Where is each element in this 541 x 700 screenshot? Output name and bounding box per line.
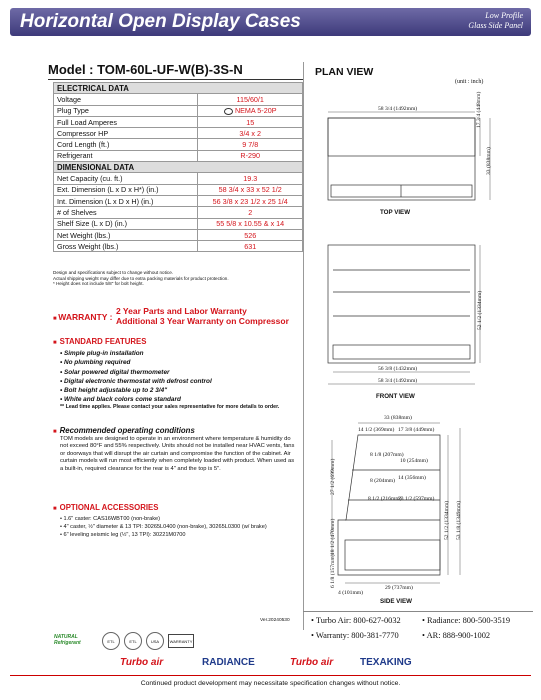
spec-value: 19.3	[198, 173, 303, 184]
radiance-phone: • Radiance: 800-500-3519	[422, 616, 511, 625]
page-title: Horizontal Open Display Cases	[20, 11, 301, 32]
spec-label: Shelf Size (L x D) (in.)	[54, 218, 198, 229]
ar-phone: • AR: 888-900-1002	[422, 631, 491, 640]
side-i-dim: 27 1/2 (699mm)	[330, 458, 336, 495]
spec-value: R-290	[198, 150, 303, 161]
spec-label: Net Capacity (cu. ft.)	[54, 173, 198, 184]
side-d-dim: 10 (254mm)	[400, 458, 428, 464]
list-item: • Simple plug-in installation	[60, 350, 144, 357]
spec-value: 526	[198, 229, 303, 240]
electrical-heading: ELECTRICAL DATA	[54, 83, 303, 94]
front-width-dim: 58 3/4 (1492mm)	[378, 378, 418, 384]
standard-features-heading: ■ STANDARD FEATURES	[53, 337, 147, 346]
front-inner-width-dim: 56 3/8 (1432mm)	[378, 366, 418, 372]
optional-heading-text: OPTIONAL ACCESSORIES	[59, 503, 159, 512]
side-e-dim: 8 (204mm)	[370, 478, 396, 484]
turbo-air-logo: Turbo air	[120, 657, 164, 668]
spec-label: # of Shelves	[54, 207, 198, 218]
spec-label: Plug Type	[54, 105, 198, 116]
side-c-dim: 8 1/8 (207mm)	[370, 452, 404, 458]
spec-label: Refrigerant	[54, 150, 198, 161]
side-k-dim: 6 1/8 (157mm)	[330, 554, 336, 588]
list-item: • White and black colors come standard	[60, 396, 181, 404]
side-a-dim: 14 1/2 (369mm)	[358, 427, 395, 433]
spec-value: 55 5/8 x 10.55 & x 14	[198, 218, 303, 229]
side-o-dim: 53 1/8 (1349mm)	[456, 500, 462, 540]
side-b-dim: 17 3/8 (449mm)	[398, 427, 435, 433]
side-h-dim: 23 1/2 (597mm)	[398, 496, 435, 502]
spec-label: Net Weight (lbs.)	[54, 229, 198, 240]
note-line: Actual shipping weight may differ due to extra packing materials for product protection.	[53, 275, 229, 281]
warranty-logo: WARRANTY	[168, 634, 194, 648]
spec-label: Gross Weight (lbs.)	[54, 241, 198, 252]
etl-sanitation-logo: ETL	[124, 632, 142, 650]
footer-note: Continued product development may necessitate specification changes without notice.	[140, 680, 401, 687]
version-label: Ver.20240530	[260, 618, 290, 623]
optional-accessories-heading: ■ OPTIONAL ACCESSORIES	[53, 503, 159, 512]
spec-label: Int. Dimension (L x D x H) (in.)	[54, 195, 198, 206]
note-line: * Height does not include 5/8" for bolt height.	[53, 281, 144, 287]
subtitle-line-2: Glass Side Panel	[468, 21, 523, 30]
spec-value: 631	[198, 241, 303, 252]
recommended-text: TOM models are designed to operate in an environment where temperature & humidity do not exceed 80°F and 55% respectively. Units should not be installed near HVAC vents, fans or doorways that will disrupt the air curtain and compromise the function of the cabinet. Air curtain models will run most efficiently when completely loaded with product. When used as a built-in, required clearance for the rear is 4" and the top is 5".	[60, 436, 295, 472]
turbo-air-logo-2: Turbo air	[290, 657, 334, 668]
list-item: • 4" caster, ½" diameter & 13 TPI: 30265L0400 (non-brake), 30265L0300 (w/ brake)	[60, 524, 267, 530]
warranty-line-1: 2 Year Parts and Labor Warranty	[116, 306, 247, 316]
spec-label: Voltage	[54, 94, 198, 105]
front-height-dim: 52 1/2 (1334mm)	[477, 290, 483, 330]
etl-logo: ETL	[102, 632, 120, 650]
side-j-dim: 18 1/2 (470mm)	[330, 518, 336, 555]
spec-label: Full Load Amperes	[54, 116, 198, 127]
side-view-base	[345, 540, 440, 570]
plan-view-title: PLAN VIEW	[315, 66, 374, 78]
spec-value: 56 3/8 x 23 1/2 x 25 1/4	[198, 195, 303, 206]
spec-value: 3/4 x 2	[198, 128, 303, 139]
top-depth-dim: 33 (838mm)	[486, 147, 492, 175]
list-item: • No plumbing required	[60, 359, 131, 367]
list-item: • 1.6" caster: CAS16WBT00 (non-brake)	[60, 516, 161, 522]
top-width-dim: 58 3/4 (1492mm)	[378, 106, 418, 112]
warranty-line-2: Additional 3 Year Warranty on Compressor	[116, 316, 289, 326]
note-line: Design and specifications subject to change without notice.	[53, 270, 174, 275]
radiance-logo: RADIANCE	[202, 657, 255, 668]
spec-value: 9 7/8	[198, 139, 303, 150]
plug-type-value: NEMA 5-20P	[234, 106, 277, 116]
side-l-dim: 4 (101mm)	[338, 590, 364, 596]
turbo-air-phone: • Turbo Air: 800-627-0032	[311, 616, 401, 625]
list-item: • 6" leveling seismic leg (½", 13 TPI): 30221M0700	[60, 532, 186, 538]
spec-label: Ext. Dimension (L x D x H*) (in.)	[54, 184, 198, 195]
top-view-canopy	[328, 118, 475, 156]
warranty-label-text: WARRANTY :	[58, 312, 113, 322]
lead-time-note: ** Lead time applies. Please contact your sales representative for more details to order.	[60, 404, 280, 410]
side-g-dim: 8 1/2 (216mm)	[368, 496, 402, 502]
standard-features-heading-text: STANDARD FEATURES	[59, 337, 147, 346]
side-n-dim: 52 1/2 (1334mm)	[444, 500, 450, 540]
spec-value: 2	[198, 207, 303, 218]
spec-label: Compressor HP	[54, 128, 198, 139]
side-depth-dim: 33 (838mm)	[384, 415, 412, 421]
unit-note: (unit : inch)	[455, 79, 484, 85]
list-item: • Digital electronic thermostat with defrost control	[60, 377, 212, 385]
subtitle-line-1: Low Profile	[485, 11, 523, 20]
spec-value: 58 3/4 x 33 x 52 1/2	[198, 184, 303, 195]
spec-label: Cord Length (ft.)	[54, 139, 198, 150]
recommended-heading-text: Recommended operating conditions	[59, 426, 195, 435]
top-depth-inner-dim: 17 3/4 (448mm)	[476, 91, 482, 128]
list-item: • Bolt height adjustable up to 2 3/4"	[60, 387, 168, 395]
side-view-label: SIDE VIEW	[380, 598, 412, 605]
model-name: Model : TOM-60L-UF-W(B)-3S-N	[48, 62, 243, 77]
usa-logo: USA	[146, 632, 164, 650]
front-view-label: FRONT VIEW	[376, 393, 415, 400]
side-f-dim: 14 (356mm)	[398, 475, 426, 481]
recommended-heading: ■ Recommended operating conditions	[53, 426, 195, 435]
top-view-base	[331, 185, 472, 197]
spec-value: 15	[198, 116, 303, 127]
top-view-outline	[328, 118, 475, 200]
list-item: • Solar powered digital thermometer	[60, 368, 170, 376]
texaking-logo: TEXAKING	[360, 657, 412, 668]
top-view-label: TOP VIEW	[380, 209, 411, 216]
warranty-label: ■ WARRANTY :	[53, 312, 113, 322]
spec-value: 115/60/1	[198, 94, 303, 105]
natural-refrigerant-logo: NATURAL Refrigerant	[54, 634, 81, 646]
dimensional-heading: DIMENSIONAL DATA	[54, 162, 303, 173]
side-m-dim: 29 (737mm)	[385, 585, 413, 591]
warranty-phone: • Warranty: 800-381-7770	[311, 631, 399, 640]
front-view-grille	[333, 345, 470, 359]
